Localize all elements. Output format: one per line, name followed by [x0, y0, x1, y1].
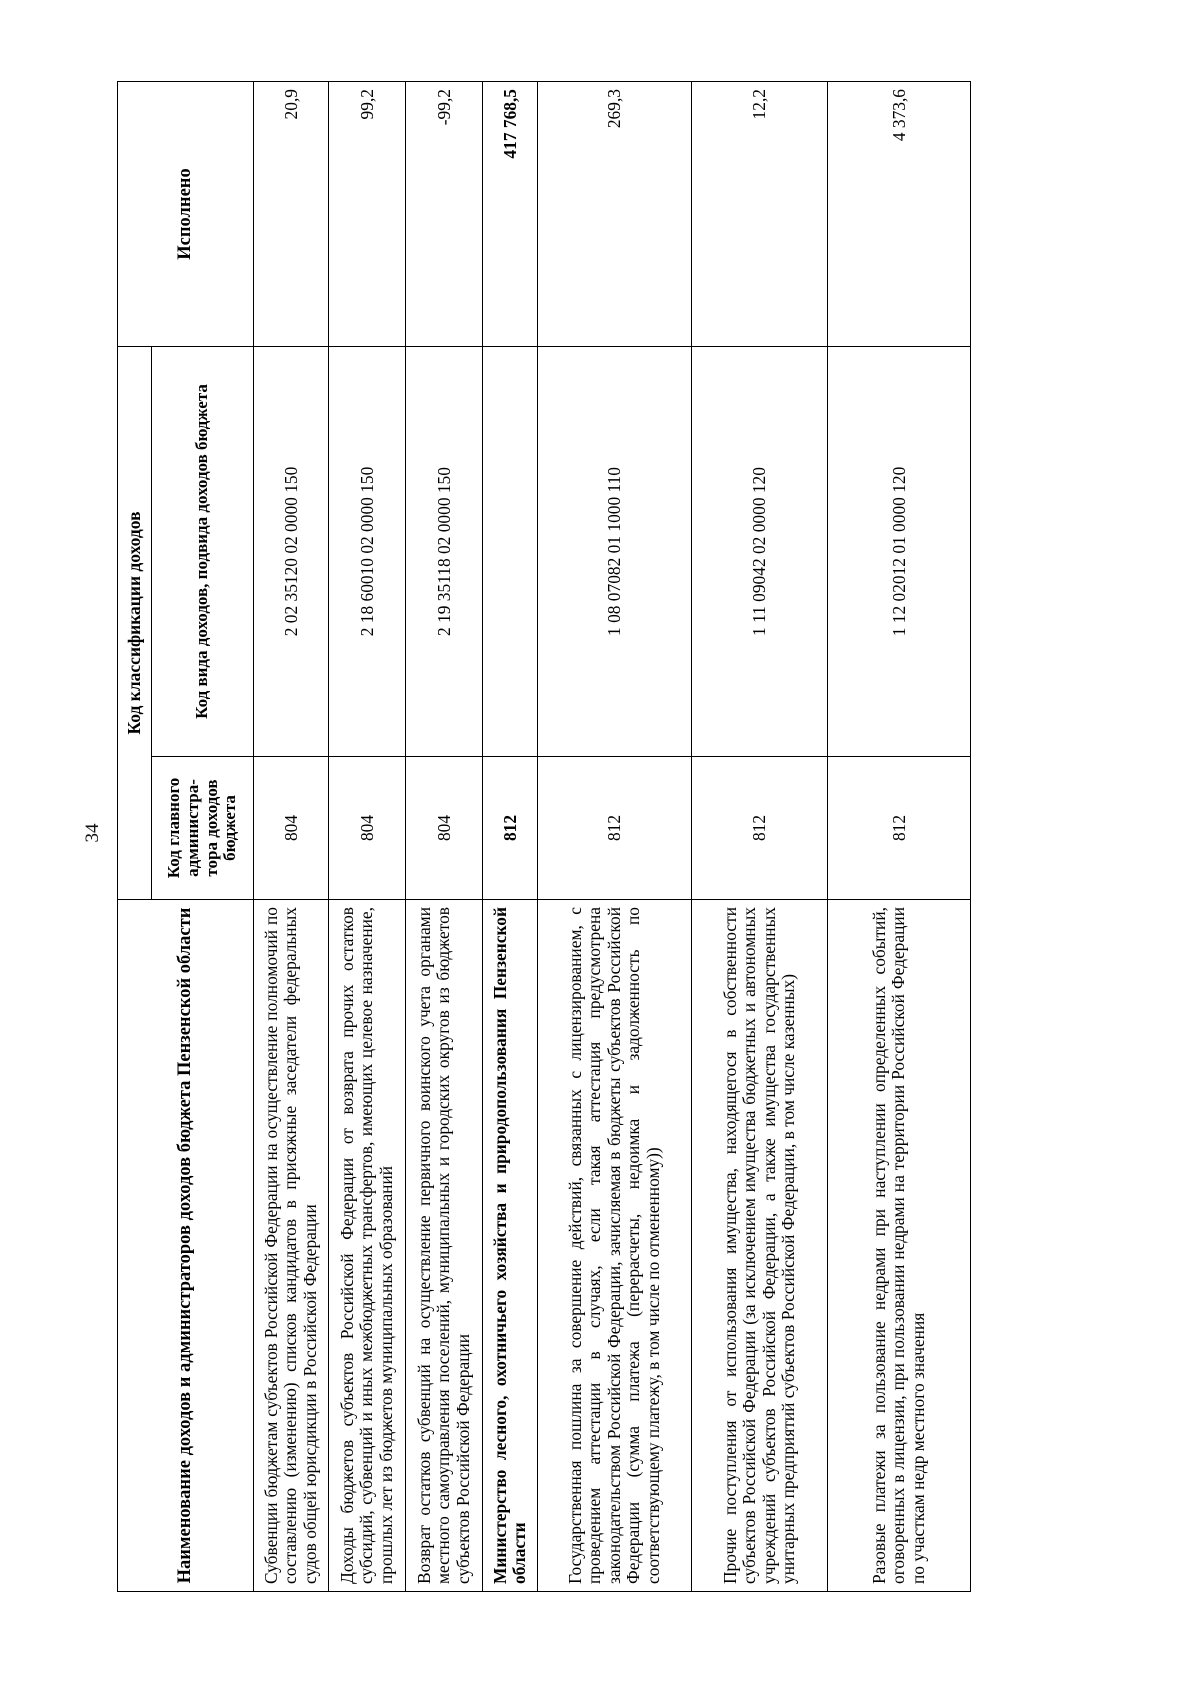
- header-name: Наименование доходов и администраторов доходов бюджета Пензенской области: [118, 900, 254, 1592]
- row-name: Субвенции бюджетам субъектов Российской Федерации на осуществление полномочий по составлению (изменению) списков кандидатов в присяжные заседатели федеральных судов общей юрисдикции в Российской Федерации: [254, 900, 329, 1592]
- header-code-group: Код классификации доходов: [118, 347, 152, 900]
- row-admin-code: 804: [329, 757, 406, 900]
- row-revenue-code: 1 11 09042 02 0000 120: [692, 347, 828, 757]
- revenue-table: [117, 81, 971, 1592]
- row-amount: -99,2: [406, 82, 483, 347]
- row-amount: 20,9: [254, 82, 329, 347]
- row-name: Доходы бюджетов субъектов Российской Федерации от возврата прочих остатков субсидий, субвенций и иных межбюджетных трансфертов, имеющих целевое назначение, прошлых лет из бюджетов муниципальных образований: [329, 900, 406, 1592]
- table-row: [828, 82, 971, 1592]
- row-revenue-code: 1 08 07082 01 1000 110: [538, 347, 692, 757]
- row-admin-code: 812: [828, 757, 971, 900]
- table-row: [329, 82, 406, 1592]
- row-admin-code: 812: [483, 757, 538, 900]
- table-row: [254, 82, 329, 1592]
- row-amount: 269,3: [538, 82, 692, 347]
- row-revenue-code: 1 12 02012 01 0000 120: [828, 347, 971, 757]
- table-row: [406, 82, 483, 1592]
- header-admin-code: Код главного администра-тора доходов бюджета: [152, 757, 254, 900]
- row-amount: 99,2: [329, 82, 406, 347]
- row-amount: 12,2: [692, 82, 828, 347]
- row-name: Разовые платежи за пользование недрами при наступлении определенных событий, оговоренных в лицензии, при пользовании недрами на территории Российской Федерации по участкам недр местного значения: [828, 900, 971, 1592]
- table-row: [692, 82, 828, 1592]
- row-admin-code: 812: [692, 757, 828, 900]
- row-name: Министерство лесного, охотничьего хозяйства и природопользования Пензенской области: [483, 900, 538, 1592]
- row-admin-code: 804: [406, 757, 483, 900]
- rotated-table-wrapper: [117, 82, 965, 1592]
- row-admin-code: 812: [538, 757, 692, 900]
- header-row-top: [118, 82, 152, 1592]
- row-amount: 417 768,5: [483, 82, 538, 347]
- row-revenue-code: [483, 347, 538, 757]
- row-revenue-code: 2 02 35120 02 0000 150: [254, 347, 329, 757]
- row-name: Прочие поступления от использования имущества, находящегося в собственности субъектов Российской Федерации (за исключением имущества бюджетных и автономных учреждений субъектов Российской Федерации, а также имущества государственных унитарных предприятий субъектов Российской Федерации, в том числе казенных): [692, 900, 828, 1592]
- page-number: 34: [82, 823, 103, 843]
- row-name: Возврат остатков субвенций на осуществление первичного воинского учета органами местного самоуправления поселений, муниципальных и городских округов из бюджетов субъектов Российской Федерации: [406, 900, 483, 1592]
- row-amount: 4 373,6: [828, 82, 971, 347]
- row-revenue-code: 2 18 60010 02 0000 150: [329, 347, 406, 757]
- table-row: [538, 82, 692, 1592]
- row-revenue-code: 2 19 35118 02 0000 150: [406, 347, 483, 757]
- row-name: Государственная пошлина за совершение действий, связанных с лицензированием, с проведением аттестации в случаях, если такая аттестация предусмотрена законодательством Российской Федерации, зачисляемая в бюджеты субъектов Российской Федерации (сумма платежа (перерасчеты, недоимка и задолженность по соответствующему платежу, в том числе по отмененному)): [538, 900, 692, 1592]
- row-admin-code: 804: [254, 757, 329, 900]
- table-row-ministry: [483, 82, 538, 1592]
- header-revenue-code: Код вида доходов, подвида доходов бюджета: [152, 347, 254, 757]
- header-executed: Исполнено: [118, 82, 254, 347]
